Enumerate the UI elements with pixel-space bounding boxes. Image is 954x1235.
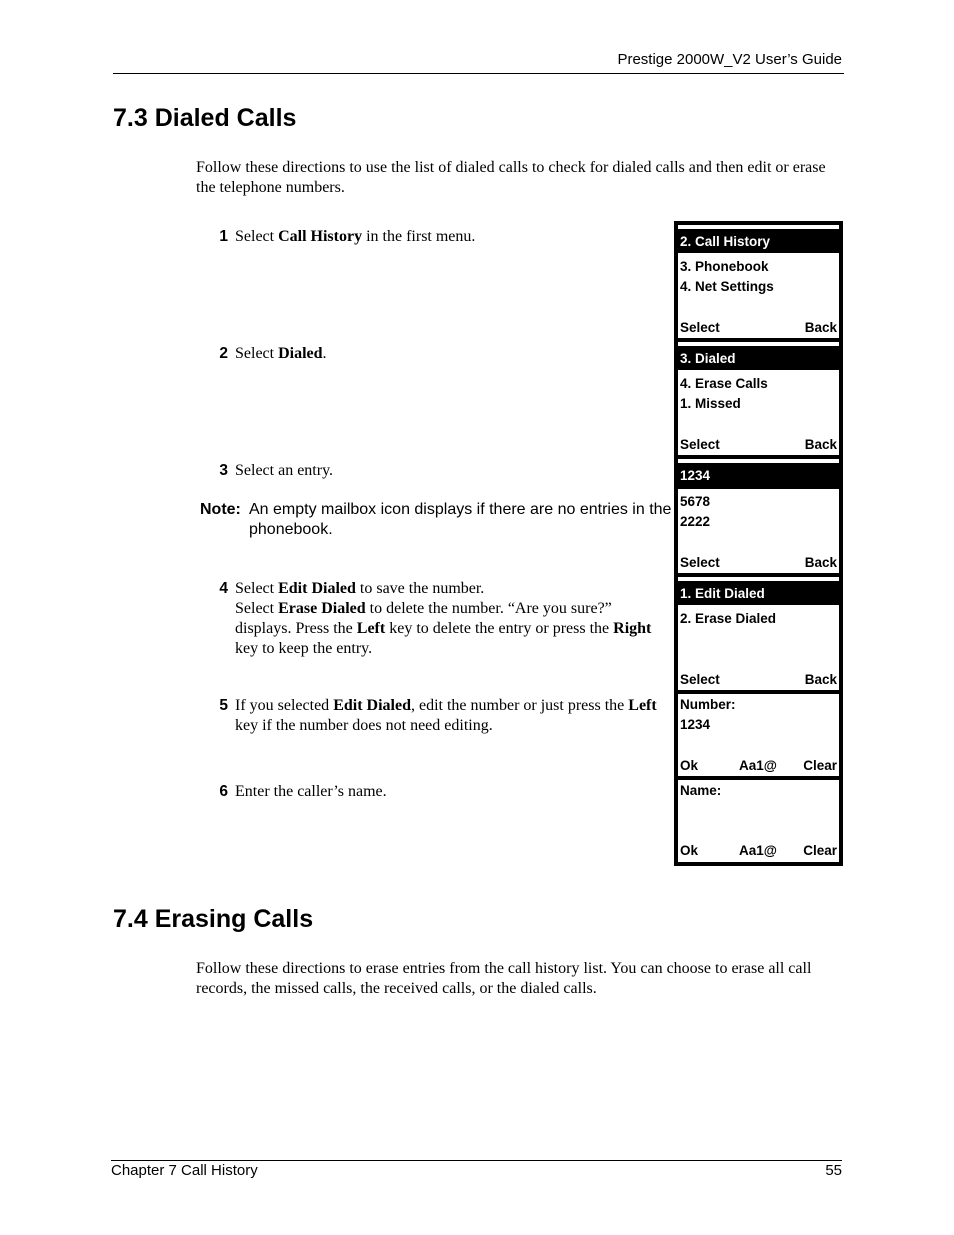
step-number: 6 (219, 783, 228, 800)
step-number: 1 (219, 228, 228, 245)
highlighted-menu-item: 1. Edit Dialed (678, 581, 839, 605)
menu-item: 4. Erase Calls (680, 376, 768, 391)
footer-rule (111, 1160, 842, 1161)
softkey-right: Back (804, 320, 837, 335)
section-7-3-intro: Follow these directions to use the list of dialed calls to check for dialed calls and then edit or erase the telephone numbers. (196, 159, 826, 196)
highlighted-menu-item: 2. Call History (678, 229, 839, 253)
menu-item: 1. Missed (680, 396, 741, 411)
step-text: Select Edit Dialed to save the number. Select Erase Dialed to delete the number. “Are you sure?” displays. Press the Left key to delete the entry or press the Right key to keep the entry. (235, 580, 652, 657)
field-label: Number: (680, 697, 736, 712)
menu-item: 2. Erase Dialed (680, 611, 777, 626)
phone-screen-6 (678, 780, 839, 862)
softkey-left: Select (680, 555, 720, 570)
step-number: 4 (219, 580, 228, 597)
step-text: If you selected Edit Dialed, edit the number or just press the Left key if the number does not need editing. (235, 697, 657, 734)
phone-screen-1 (678, 225, 839, 338)
softkey-middle: Aa1@ (739, 758, 777, 773)
softkey-right: Back (804, 555, 837, 570)
phone-screen-5 (678, 694, 839, 776)
menu-item: 4. Net Settings (680, 279, 774, 294)
step-number: 2 (219, 345, 228, 362)
softkey-left: Select (680, 437, 720, 452)
step-number: 3 (219, 462, 228, 479)
softkey-middle: Aa1@ (739, 843, 777, 858)
note-text: An empty mailbox icon displays if there are no entries in the phonebook. (249, 501, 672, 538)
header-rule (113, 73, 844, 74)
softkey-right: Clear (803, 758, 837, 773)
phone-screen-2 (678, 342, 839, 455)
step-text: Select an entry. (235, 462, 334, 479)
phone-screen-4 (678, 577, 839, 690)
field-value: 1234 (680, 717, 711, 732)
step-text: Enter the caller’s name. (235, 783, 387, 800)
step-number: 5 (219, 697, 228, 714)
section-7-4-intro: Follow these directions to erase entries from the call history list. You can choose to erase all call records, the missed calls, the received calls, or the dialed calls. (196, 960, 812, 997)
phone-screen-3 (678, 459, 839, 573)
running-header: Prestige 2000W_V2 User’s Guide (617, 51, 842, 68)
softkey-left: Select (680, 672, 720, 687)
entry-item: 2222 (680, 514, 711, 529)
step-text: Select Call History in the first menu. (235, 228, 476, 245)
section-heading-7-4: 7.4 Erasing Calls (113, 905, 314, 933)
entry-item: 5678 (680, 494, 711, 509)
highlighted-menu-item: 3. Dialed (678, 346, 839, 370)
menu-item: 3. Phonebook (680, 259, 769, 274)
highlighted-entry: 1234 (678, 463, 839, 489)
footer-chapter: Chapter 7 Call History (111, 1162, 258, 1179)
field-label: Name: (680, 783, 722, 798)
step-text: Select Dialed. (235, 345, 327, 362)
phone-screens-figure (674, 221, 843, 866)
softkey-left: Ok (680, 758, 699, 773)
softkey-left: Select (680, 320, 720, 335)
softkey-right: Back (804, 437, 837, 452)
page-number: 55 (825, 1162, 842, 1179)
softkey-right: Clear (803, 843, 837, 858)
note-label: Note: (200, 501, 241, 518)
softkey-left: Ok (680, 843, 699, 858)
softkey-right: Back (804, 672, 837, 687)
section-heading-7-3: 7.3 Dialed Calls (113, 104, 297, 132)
